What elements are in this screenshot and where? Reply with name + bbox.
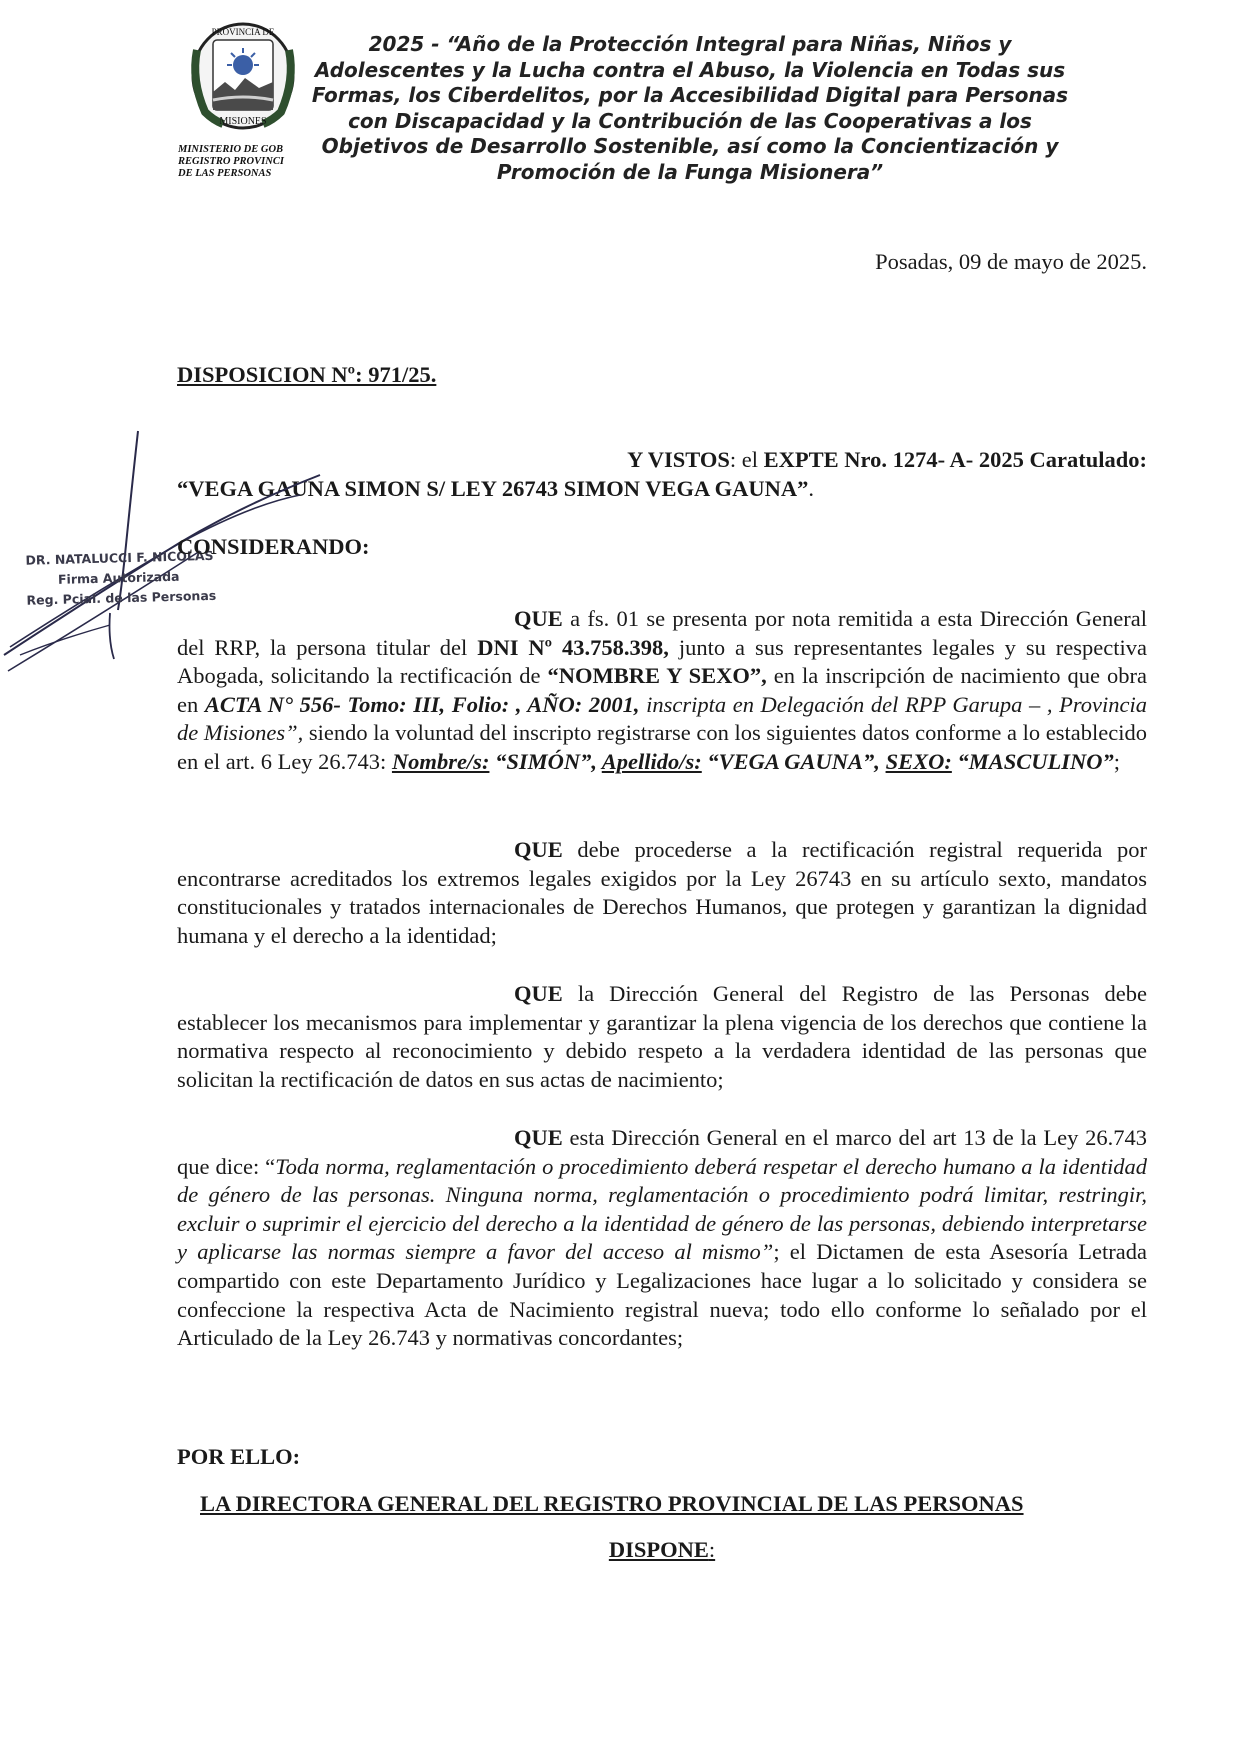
nombre-y-sexo: “NOMBRE Y SEXO”,	[547, 663, 767, 689]
que-paragraph-2	[177, 836, 1147, 950]
sexo-value: “MASCULINO”	[951, 748, 1114, 774]
ministry-line-2: REGISTRO PROVINCI	[178, 156, 284, 167]
disposicion-title: DISPOSICION Nº: 971/25.	[177, 362, 437, 387]
que-4-label: QUE	[514, 1125, 563, 1150]
seal-text-top: PROVINCIA DE	[211, 27, 275, 37]
que-1-text-a: a fs. 01 se presenta por nota remitida a esta Dirección General del RRP, la persona titular del	[177, 606, 1147, 660]
ley-quote: Toda norma, reglamentación o procedimiento deberá respetar el derecho humano a la identidad de género de las personas. Ninguna norma, reglamentación o procedimiento podrá limitar, restringir, excluir o suprimir el ejercicio del derecho a la identidad de género de las personas, debiendo interpretarse y aplicarse las normas siempre a favor del acceso al mismo”	[177, 1153, 1148, 1265]
date-line: Posadas, 09 de mayo de 2025.	[875, 249, 1147, 274]
stamp-office: Reg. Pcial. de las Personas	[26, 587, 217, 608]
nombre-value: “SIMÓN”,	[489, 748, 602, 774]
acta-reference: ACTA N° 556- Tomo: III, Folio: , AÑO: 2001,	[204, 691, 640, 717]
que-paragraph-1	[177, 605, 1147, 777]
caratula-end: .	[808, 476, 814, 501]
vistos-lead: Y VISTOS	[627, 447, 730, 472]
apellido-label: Apellido/s:	[601, 748, 702, 774]
apellido-value: “VEGA GAUNA”,	[701, 748, 886, 774]
inscripta-reference: inscripta en Delegación del RPP Garupa – , Provincia de Misiones”,	[177, 691, 1147, 746]
stamp-role: Firma Autorizada	[57, 568, 180, 587]
dispone-colon: :	[708, 1537, 716, 1562]
expte-number: EXPTE Nro. 1274- A- 2025 Caratulado:	[763, 447, 1147, 472]
que-1-text-c: en la inscripción de nacimiento que obra en	[177, 663, 1147, 717]
province-seal-logo	[183, 20, 303, 132]
nombre-label: Nombre/s:	[391, 748, 490, 774]
que-1-text-b: junto a sus representantes legales y su respectiva Abogada, solicitando la rectificación de	[177, 634, 1147, 689]
ministry-line-1: MINISTERIO DE GOB	[178, 144, 284, 155]
ministry-header	[178, 144, 306, 180]
seal-text-bottom: MISIONES	[219, 116, 267, 127]
vistos-connector: : el	[729, 447, 764, 472]
directora-heading: LA DIRECTORA GENERAL DEL REGISTRO PROVINCIAL DE LAS PERSONAS	[200, 1491, 1024, 1516]
que-paragraph-4	[177, 1124, 1147, 1353]
que-3-label: QUE	[514, 981, 563, 1006]
year-motto: 2025 - “Año de la Protección Integral para Niñas, Niños y Adolescentes y la Lucha contra el Abuso, la Violencia en Todas sus Formas, los Ciberdelitos, por la Accesibilidad Digital para Personas con Discapacidad y la Contribución de las Cooperativas a los Objetivos de Desarrollo Sostenible, así como la Concientización y Promoción de la Funga Misionera”	[311, 32, 1069, 184]
sexo-label: SEXO:	[885, 748, 952, 774]
stamp-name: DR. NATALUCCI F. NICOLAS	[25, 547, 214, 568]
dispone-heading	[177, 1536, 1147, 1565]
ministry-line-3: DE LAS PERSONAS	[178, 168, 272, 179]
que-1-end: ;	[1113, 748, 1121, 774]
que-2-label: QUE	[514, 837, 563, 862]
que-2-text: debe procederse a la rectificación registral requerida por encontrarse acreditados los extremos legales exigidos por la Ley 26743 en su artículo sexto, mandatos constitucionales y tratados internacionales de Derechos Humanos, que protegen y garantizan la dignidad humana y el derecho a la identidad;	[177, 837, 1147, 948]
que-4-text-b: ; el Dictamen de esta Asesoría Letrada compartido con este Departamento Jurídico y Legalizaciones hace lugar a lo solicitado y considera se confeccione la respectiva Acta de Nacimiento registral nueva; todo ello conforme lo señalado por el Articulado de la Ley 26.743 y normativas concordantes;	[177, 1239, 1147, 1351]
que-paragraph-3	[177, 980, 1147, 1094]
caratula: “VEGA GAUNA SIMON S/ LEY 26743 SIMON VEGA GAUNA”	[177, 476, 809, 501]
que-3-text: la Dirección General del Registro de las Personas debe establecer los mecanismos para implementar y garantizar la plena vigencia de los derechos que contiene la normativa respecto al reconocimiento y debido respeto a la verdadera identidad de las personas que solicitan la rectificación de datos en sus actas de nacimiento;	[177, 981, 1147, 1092]
que-1-label: QUE	[514, 606, 563, 631]
considerando-heading: CONSIDERANDO:	[177, 534, 370, 559]
que-4-text-a: esta Dirección General en el marco del art 13 de la Ley 26.743 que dice: “	[177, 1125, 1147, 1179]
por-ello-heading: POR ELLO:	[177, 1444, 301, 1469]
dispone-label: DISPONE	[608, 1537, 709, 1562]
dni-number: DNI Nº 43.758.398,	[477, 634, 669, 660]
que-1-text-d: siendo la voluntad del inscripto registrarse con los siguientes datos conforme a lo establecido en el art. 6 Ley 26.743:	[177, 720, 1148, 774]
